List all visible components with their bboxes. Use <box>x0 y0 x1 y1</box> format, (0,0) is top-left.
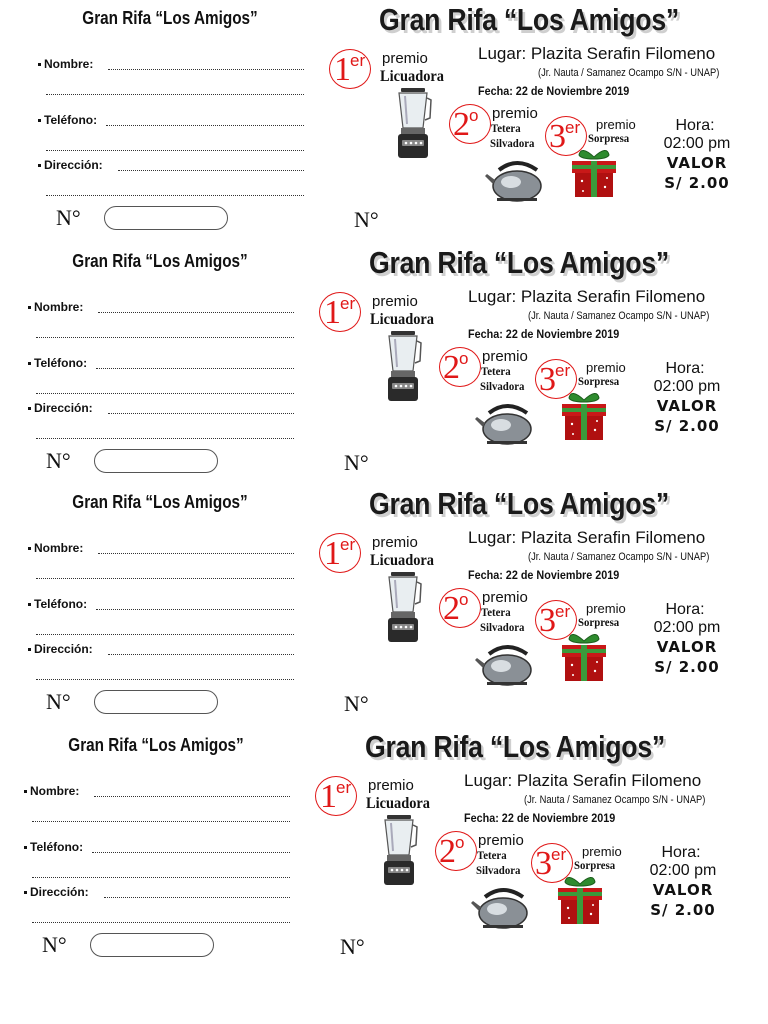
ticket-main <box>320 0 768 243</box>
location: Lugar: Plazita Serafin Filomeno <box>464 771 702 790</box>
address-field[interactable] <box>118 170 304 171</box>
bullet-icon <box>28 547 31 550</box>
stub-number-box[interactable] <box>104 206 228 230</box>
bullet-icon <box>28 306 31 309</box>
third-prize-number: 3 <box>535 845 552 882</box>
third-prize-name: Sorpresa <box>588 131 630 145</box>
bullet-icon <box>28 648 31 651</box>
name-label-text: Nombre: <box>34 541 84 555</box>
third-prize-suffix: er <box>555 602 571 621</box>
time-label: Hora: <box>661 844 701 861</box>
gift-box-icon <box>557 388 611 442</box>
stub-title: Gran Rifa “Los Amigos” <box>72 251 248 271</box>
bullet-icon <box>38 164 41 167</box>
second-prize-suffix: o <box>459 590 469 609</box>
third-prize-suffix: er <box>555 361 571 380</box>
stub-number-box[interactable] <box>94 690 218 714</box>
first-prize-number: 1 <box>324 535 341 572</box>
name-field-line-2[interactable] <box>32 821 290 822</box>
time-value: 02:00 pm <box>663 135 731 152</box>
gift-box-icon <box>553 872 607 926</box>
main-number-label: N° <box>344 450 369 475</box>
address-label <box>28 401 93 415</box>
address-field-line-2[interactable] <box>46 195 304 196</box>
name-field[interactable] <box>98 553 294 554</box>
name-label-text: Nombre: <box>44 57 94 71</box>
price-label: VALOR <box>656 397 718 415</box>
first-prize-ordinal <box>324 295 355 330</box>
price-amount: S/ 2.00 <box>664 174 730 192</box>
address: (Jr. Nauta / Samanez Ocampo S/N - UNAP) <box>538 67 720 79</box>
first-prize-suffix: er <box>350 51 366 70</box>
bullet-icon <box>28 603 31 606</box>
phone-field-line-2[interactable] <box>36 634 294 635</box>
date: Fecha: 22 de Noviembre 2019 <box>464 811 616 825</box>
second-prize-number: 2 <box>443 590 460 627</box>
address-label-text: Dirección: <box>44 158 103 172</box>
ticket-stub <box>0 243 310 486</box>
time-label: Hora: <box>665 360 705 377</box>
stub-number-label: N° <box>56 205 81 230</box>
first-prize-number: 1 <box>334 51 351 88</box>
third-prize-suffix: er <box>565 118 581 137</box>
second-prize-suffix: o <box>469 106 479 125</box>
phone-field[interactable] <box>92 852 290 853</box>
price-label: VALOR <box>652 881 714 899</box>
ticket-stub <box>0 0 320 243</box>
location: Lugar: Plazita Serafin Filomeno <box>468 287 706 306</box>
name-label <box>38 57 93 71</box>
date: Fecha: 22 de Noviembre 2019 <box>478 84 630 98</box>
address-field-line-2[interactable] <box>36 438 294 439</box>
blender-icon <box>383 331 423 403</box>
ticket-main <box>310 484 758 727</box>
phone-field[interactable] <box>106 125 304 126</box>
bullet-icon <box>38 63 41 66</box>
location: Lugar: Plazita Serafin Filomeno <box>468 528 706 547</box>
first-prize-name: Licuadora <box>370 552 435 569</box>
third-prize-number: 3 <box>539 602 556 639</box>
phone-field-line-2[interactable] <box>46 150 304 151</box>
raffle-ticket <box>0 243 758 486</box>
second-prize-name-line-1: Tetera <box>491 121 521 135</box>
second-prize-name-line-2: Silvadora <box>476 863 521 877</box>
ticket-main <box>306 727 754 970</box>
raffle-ticket <box>0 484 758 727</box>
address-field[interactable] <box>108 413 294 414</box>
name-label <box>28 541 83 555</box>
address-label-text: Dirección: <box>30 885 89 899</box>
first-prize-ordinal <box>320 779 351 814</box>
bullet-icon <box>24 790 27 793</box>
time-value: 02:00 pm <box>653 619 721 636</box>
stub-title: Gran Rifa “Los Amigos” <box>82 8 258 28</box>
bullet-icon <box>24 846 27 849</box>
first-prize-suffix: er <box>340 535 356 554</box>
second-prize-name-line-2: Silvadora <box>490 136 535 150</box>
first-prize-premio: premio <box>372 534 418 551</box>
third-prize-name: Sorpresa <box>574 858 616 872</box>
third-prize-premio: premio <box>586 360 626 375</box>
phone-label-text: Teléfono: <box>30 840 84 854</box>
time-value: 02:00 pm <box>649 862 717 879</box>
price-label: VALOR <box>666 154 728 172</box>
bullet-icon <box>28 362 31 365</box>
main-number-label: N° <box>354 207 379 232</box>
address-label <box>24 885 89 899</box>
date: Fecha: 22 de Noviembre 2019 <box>468 568 620 582</box>
blender-icon <box>393 88 433 160</box>
third-prize-premio: premio <box>586 601 626 616</box>
ticket-stub <box>0 484 310 727</box>
address: (Jr. Nauta / Samanez Ocampo S/N - UNAP) <box>528 310 710 322</box>
address: (Jr. Nauta / Samanez Ocampo S/N - UNAP) <box>524 794 706 806</box>
first-prize-premio: premio <box>382 50 428 67</box>
stub-number-box[interactable] <box>90 933 214 957</box>
second-prize-number: 2 <box>453 106 470 143</box>
main-title: Gran Rifa “Los Amigos” <box>365 729 665 764</box>
ticket-stub <box>0 727 306 970</box>
first-prize-premio: premio <box>368 777 414 794</box>
first-prize-name: Licuadora <box>366 795 431 812</box>
ticket-main <box>310 243 758 486</box>
raffle-ticket <box>0 727 754 970</box>
phone-field[interactable] <box>96 609 294 610</box>
third-prize-premio: premio <box>582 844 622 859</box>
name-field[interactable] <box>108 69 304 70</box>
stub-number-box[interactable] <box>94 449 218 473</box>
date: Fecha: 22 de Noviembre 2019 <box>468 327 620 341</box>
stub-number-label: N° <box>42 932 67 957</box>
address-label-text: Dirección: <box>34 642 93 656</box>
second-prize-ordinal <box>443 350 468 385</box>
second-prize-number: 2 <box>439 833 456 870</box>
phone-label <box>28 356 87 370</box>
stub-title: Gran Rifa “Los Amigos” <box>72 492 248 512</box>
name-label-text: Nombre: <box>30 784 80 798</box>
second-prize-name-line-2: Silvadora <box>480 379 525 393</box>
address-label <box>28 642 93 656</box>
stub-title: Gran Rifa “Los Amigos” <box>68 735 244 755</box>
first-prize-premio: premio <box>372 293 418 310</box>
main-number-label: N° <box>340 934 365 959</box>
second-prize-premio: premio <box>482 589 528 606</box>
second-prize-ordinal <box>439 834 464 869</box>
price-amount: S/ 2.00 <box>654 658 720 676</box>
name-label-text: Nombre: <box>34 300 84 314</box>
third-prize-number: 3 <box>549 118 566 155</box>
phone-field-line-2[interactable] <box>36 393 294 394</box>
phone-label-text: Teléfono: <box>34 356 88 370</box>
kettle-icon <box>475 397 539 445</box>
main-title: Gran Rifa “Los Amigos” <box>379 2 679 37</box>
third-prize-suffix: er <box>551 845 567 864</box>
address-field-line-2[interactable] <box>32 922 290 923</box>
second-prize-name-line-1: Tetera <box>481 605 511 619</box>
third-prize-name: Sorpresa <box>578 374 620 388</box>
third-prize-premio: premio <box>596 117 636 132</box>
first-prize-ordinal <box>324 536 355 571</box>
second-prize-suffix: o <box>459 349 469 368</box>
blender-icon <box>379 815 419 887</box>
second-prize-ordinal <box>453 107 478 142</box>
time-label: Hora: <box>675 117 715 134</box>
address-label <box>38 158 103 172</box>
stub-number-label: N° <box>46 689 71 714</box>
price-label: VALOR <box>656 638 718 656</box>
first-prize-number: 1 <box>320 778 337 815</box>
name-field-line-2[interactable] <box>36 578 294 579</box>
name-label <box>24 784 79 798</box>
name-field[interactable] <box>94 796 290 797</box>
kettle-icon <box>475 638 539 686</box>
phone-label-text: Teléfono: <box>44 113 98 127</box>
kettle-icon <box>471 881 535 929</box>
phone-field[interactable] <box>96 368 294 369</box>
bullet-icon <box>24 891 27 894</box>
gift-box-icon <box>557 629 611 683</box>
second-prize-premio: premio <box>482 348 528 365</box>
gift-box-icon <box>567 145 621 199</box>
second-prize-name-line-1: Tetera <box>477 848 507 862</box>
first-prize-suffix: er <box>340 294 356 313</box>
first-prize-name: Licuadora <box>380 68 445 85</box>
second-prize-number: 2 <box>443 349 460 386</box>
blender-icon <box>383 572 423 644</box>
first-prize-ordinal <box>334 52 365 87</box>
stub-number-label: N° <box>46 448 71 473</box>
second-prize-name-line-2: Silvadora <box>480 620 525 634</box>
first-prize-number: 1 <box>324 294 341 331</box>
price-amount: S/ 2.00 <box>654 417 720 435</box>
phone-label <box>28 597 87 611</box>
address-field-line-2[interactable] <box>36 679 294 680</box>
phone-label <box>38 113 97 127</box>
phone-label-text: Teléfono: <box>34 597 88 611</box>
first-prize-name: Licuadora <box>370 311 435 328</box>
name-field[interactable] <box>98 312 294 313</box>
second-prize-ordinal <box>443 591 468 626</box>
time-value: 02:00 pm <box>653 378 721 395</box>
kettle-icon <box>485 154 549 202</box>
price-amount: S/ 2.00 <box>650 901 716 919</box>
phone-label <box>24 840 83 854</box>
address-label-text: Dirección: <box>34 401 93 415</box>
name-label <box>28 300 83 314</box>
third-prize-name: Sorpresa <box>578 615 620 629</box>
second-prize-suffix: o <box>455 833 465 852</box>
second-prize-name-line-1: Tetera <box>481 364 511 378</box>
first-prize-suffix: er <box>336 778 352 797</box>
bullet-icon <box>38 119 41 122</box>
bullet-icon <box>28 407 31 410</box>
second-prize-premio: premio <box>478 832 524 849</box>
address: (Jr. Nauta / Samanez Ocampo S/N - UNAP) <box>528 551 710 563</box>
name-field-line-2[interactable] <box>46 94 304 95</box>
location: Lugar: Plazita Serafin Filomeno <box>478 44 716 63</box>
address-field[interactable] <box>104 897 290 898</box>
name-field-line-2[interactable] <box>36 337 294 338</box>
second-prize-premio: premio <box>492 105 538 122</box>
main-title: Gran Rifa “Los Amigos” <box>369 486 669 521</box>
main-title: Gran Rifa “Los Amigos” <box>369 245 669 280</box>
time-label: Hora: <box>665 601 705 618</box>
third-prize-number: 3 <box>539 361 556 398</box>
raffle-ticket <box>0 0 768 243</box>
phone-field-line-2[interactable] <box>32 877 290 878</box>
address-field[interactable] <box>108 654 294 655</box>
main-number-label: N° <box>344 691 369 716</box>
